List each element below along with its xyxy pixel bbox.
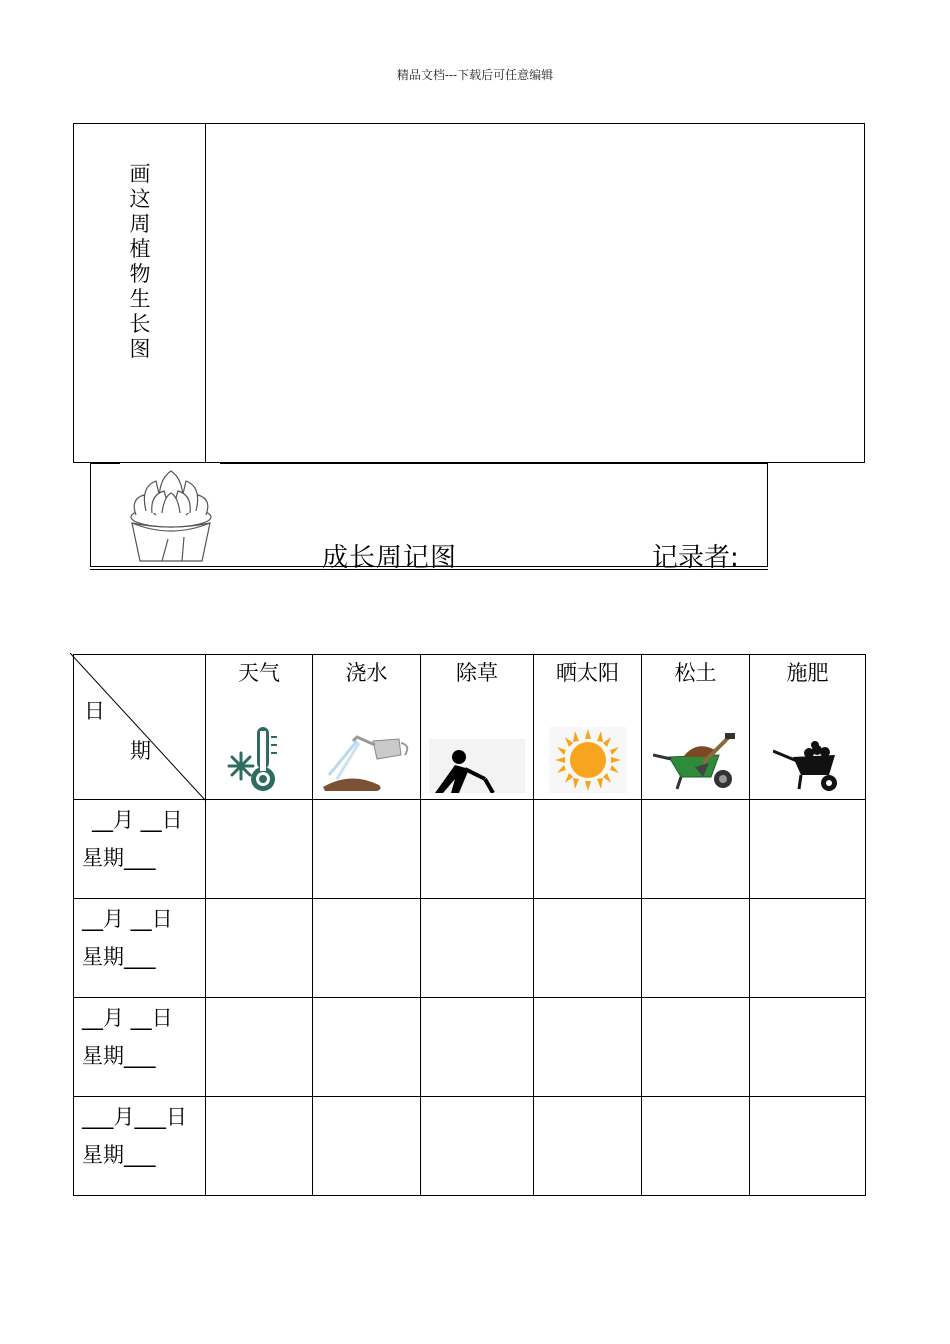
column-label: 浇水 — [345, 661, 388, 685]
weeding-cell[interactable] — [421, 899, 534, 998]
sunbathing-cell[interactable] — [534, 1097, 642, 1196]
wheelbarrow-shovel-icon — [653, 733, 739, 797]
diagonal-divider — [70, 653, 210, 803]
column-header-weeding — [421, 655, 534, 800]
watering-cell[interactable] — [313, 800, 421, 899]
weather-cell[interactable] — [206, 998, 313, 1097]
drawing-label-char: 物 — [129, 262, 151, 286]
column-label: 松土 — [674, 661, 717, 685]
header-note: 精品文档---下载后可任意编辑 — [396, 68, 554, 82]
column-label: 除草 — [456, 661, 498, 685]
drawing-area[interactable] — [206, 124, 864, 462]
weekday-field[interactable]: 星期___ — [82, 1044, 156, 1068]
date-cell — [74, 1097, 206, 1196]
drawing-label-char: 生 — [129, 287, 151, 311]
weekday-field[interactable]: 星期___ — [82, 846, 156, 870]
date-field[interactable]: __月 __日 — [92, 808, 183, 832]
loosening-soil-cell[interactable] — [642, 998, 750, 1097]
drawing-label-char: 长 — [129, 312, 151, 336]
drawing-label-char: 植 — [129, 237, 151, 261]
loosening-soil-cell[interactable] — [642, 1097, 750, 1196]
loosening-soil-cell[interactable] — [642, 800, 750, 899]
sunbathing-cell[interactable] — [534, 800, 642, 899]
date-field[interactable]: __月 __日 — [82, 907, 173, 931]
column-label: 施肥 — [786, 661, 829, 685]
wheelbarrow-soil-icon — [773, 739, 843, 797]
drawing-label-char: 图 — [129, 337, 151, 361]
date-cell — [74, 899, 206, 998]
weather-cell[interactable] — [206, 800, 313, 899]
drawing-label-char: 画 — [129, 162, 151, 186]
watering-cell[interactable] — [313, 1097, 421, 1196]
date-cell — [74, 800, 206, 899]
sunbathing-cell[interactable] — [534, 998, 642, 1097]
date-field[interactable]: __月 __日 — [82, 1006, 173, 1030]
drawing-label — [74, 162, 206, 362]
table-row — [74, 998, 866, 1097]
recorder-label: 记录者: — [652, 543, 739, 573]
page-title: 成长周记图 — [322, 543, 458, 573]
loosening-soil-cell[interactable] — [642, 899, 750, 998]
date-field[interactable]: ___月___日 — [82, 1105, 187, 1129]
weather-cell[interactable] — [206, 1097, 313, 1196]
fertilizing-cell[interactable] — [750, 998, 866, 1097]
fertilizing-cell[interactable] — [750, 899, 866, 998]
corner-cell — [74, 655, 206, 800]
sunbathing-cell[interactable] — [534, 899, 642, 998]
corner-label-period: 期 — [130, 739, 151, 763]
column-label: 晒太阳 — [556, 661, 619, 685]
table-row — [74, 1097, 866, 1196]
weekday-field[interactable]: 星期___ — [82, 945, 156, 969]
column-header-fertilizing — [750, 655, 866, 800]
watering-cell[interactable] — [313, 899, 421, 998]
column-header-watering — [313, 655, 421, 800]
column-label: 天气 — [238, 661, 280, 685]
date-cell — [74, 998, 206, 1097]
weekday-field[interactable]: 星期___ — [82, 1143, 156, 1167]
weeding-person-icon — [429, 739, 525, 797]
weeding-cell[interactable] — [421, 998, 534, 1097]
table-row — [74, 899, 866, 998]
column-header-weather — [206, 655, 313, 800]
drawing-box — [73, 123, 865, 463]
title-bar — [90, 463, 768, 571]
drawing-label-char: 周 — [129, 212, 151, 236]
weeding-cell[interactable] — [421, 1097, 534, 1196]
table-row — [74, 800, 866, 899]
drawing-label-cell — [74, 124, 206, 462]
weather-cell[interactable] — [206, 899, 313, 998]
column-header-loosening-soil — [642, 655, 750, 800]
column-header-sunbathing — [534, 655, 642, 800]
watering-cell[interactable] — [313, 998, 421, 1097]
watering-can-icon — [321, 731, 413, 797]
fertilizing-cell[interactable] — [750, 800, 866, 899]
thermometer-icon — [227, 723, 291, 797]
table-header-row — [74, 655, 866, 800]
growth-log-table — [73, 654, 866, 1196]
weeding-cell[interactable] — [421, 800, 534, 899]
corner-label-day: 日 — [84, 699, 105, 723]
drawing-label-char: 这 — [129, 187, 151, 211]
fertilizing-cell[interactable] — [750, 1097, 866, 1196]
sun-icon — [549, 727, 627, 797]
succulent-plant-icon — [122, 465, 220, 563]
